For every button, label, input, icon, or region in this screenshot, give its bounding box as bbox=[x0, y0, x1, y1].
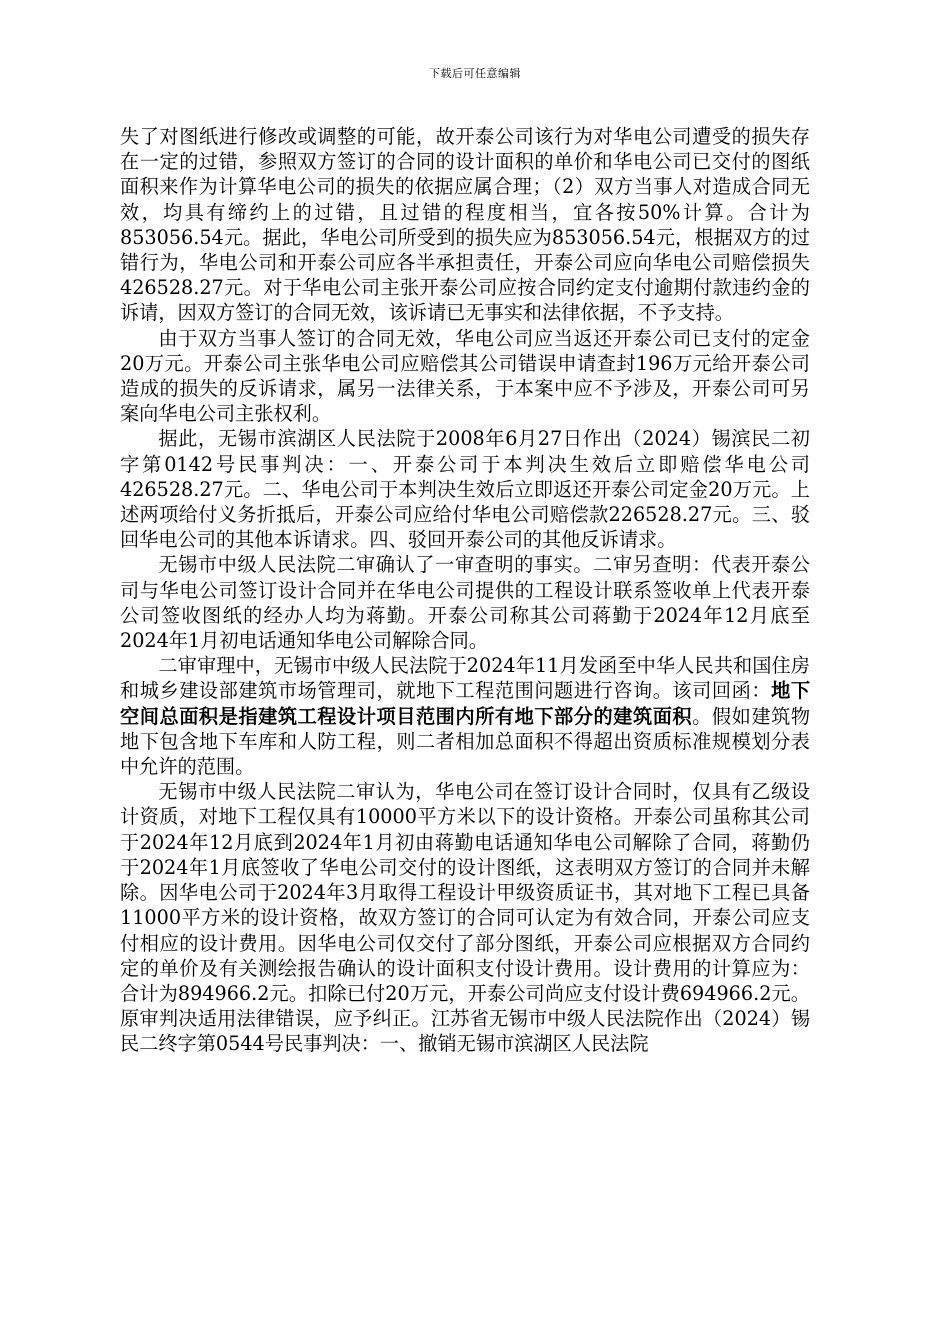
document-body bbox=[120, 124, 810, 1057]
page-header-note: 下载后可任意编辑 bbox=[429, 67, 521, 80]
consultation-text-before: 二审审理中，无锡市中级人民法院于2024年11月发函至中华人民共和国住房和城乡建设部建筑市场管理司，就地下工程范围问题进行咨询。该司回函： bbox=[120, 654, 810, 703]
paragraph-loss-calculation: 失了对图纸进行修改或调整的可能，故开泰公司该行为对华电公司遭受的损失存在一定的过错，参照双方签订的合同的设计面积的单价和华电公司已交付的图纸面积来作为计算华电公司的损失的依据应属合理；（2）双方当事人对造成合同无效，均具有缔约上的过错，且过错的程度相当，宜各按50%计算。合计为853056.54元。据此，华电公司所受到的损失应为853056.54元，根据双方的过错行为，华电公司和开泰公司应各半承担责任，开泰公司应向华电公司赔偿损失426528.27元。对于华电公司主张开泰公司应按合同约定支付逾期付款违约金的诉请，因双方签订的合同无效，该诉请已无事实和法律依据，不予支持。 bbox=[120, 125, 810, 325]
consultation-text-after: 。假如建筑物地下包含地下车库和人防工程，则二者相加总面积不得超出资质标准规模划分表中允许的范围。 bbox=[120, 704, 811, 779]
consultation-bold-definition: 地下空间总面积是指建筑工程设计项目范围内所有地下部分的建筑面积 bbox=[120, 679, 811, 728]
paragraph-ministry-consultation bbox=[120, 653, 810, 779]
paragraph-second-instance-opinion: 无锡市中级人民法院二审认为，华电公司在签订设计合同时，仅具有乙级设计资质，对地下工程仅具有10000平方米以下的设计资格。开泰公司虽称其公司于2024年12月底到2024年1月初由蒋勤电话通知华电公司解除了合同，蒋勤仍于2024年1月底签收了华电公司交付的设计图纸，这表明双方签订的合同并未解除。因华电公司于2024年3月取得工程设计甲级资质证书，其对地下工程已具备11000平方米的设计资格，故双方签订的合同可认定为有效合同，开泰公司应支付相应的设计费用。因华电公司仅交付了部分图纸，开泰公司应根据双方合同约定的单价及有关测绘报告确认的设计面积支付设计费用。设计费用的计算应为：合计为894966.2元。扣除已付20万元，开泰公司尚应支付设计费694966.2元。原审判决适用法律错误，应予纠正。江苏省无锡市中级人民法院作出（2024）锡民二终字第0544号民事判决：一、撤销无锡市滨湖区人民法院 bbox=[120, 780, 810, 1056]
paragraph-deposit-return: 由于双方当事人签订的合同无效，华电公司应当返还开泰公司已支付的定金20万元。开泰公司主张华电公司应赔偿其公司错误申请查封196万元给开泰公司造成的损失的反诉请求，属另一法律关系，于本案中应不予涉及，开泰公司可另案向华电公司主张权利。 bbox=[120, 326, 810, 426]
paragraph-second-instance-facts: 无锡市中级人民法院二审确认了一审查明的事实。二审另查明：代表开泰公司与华电公司签订设计合同并在华电公司提供的工程设计联系签收单上代表开泰公司签收图纸的经办人均为蒋勤。开泰公司称其公司蒋勤于2024年12月底至2024年1月初电话通知华电公司解除合同。 bbox=[120, 553, 810, 653]
paragraph-first-instance-judgment: 据此，无锡市滨湖区人民法院于2008年6月27日作出（2024）锡滨民二初字第0142号民事判决：一、开泰公司于本判决生效后立即赔偿华电公司426528.27元。二、华电公司于本判决生效后立即返还开泰公司定金20万元。上述两项给付义务折抵后，开泰公司应给付华电公司赔偿款226528.27元。三、驳回华电公司的其他本诉请求。四、驳回开泰公司的其他反诉请求。 bbox=[120, 427, 810, 552]
